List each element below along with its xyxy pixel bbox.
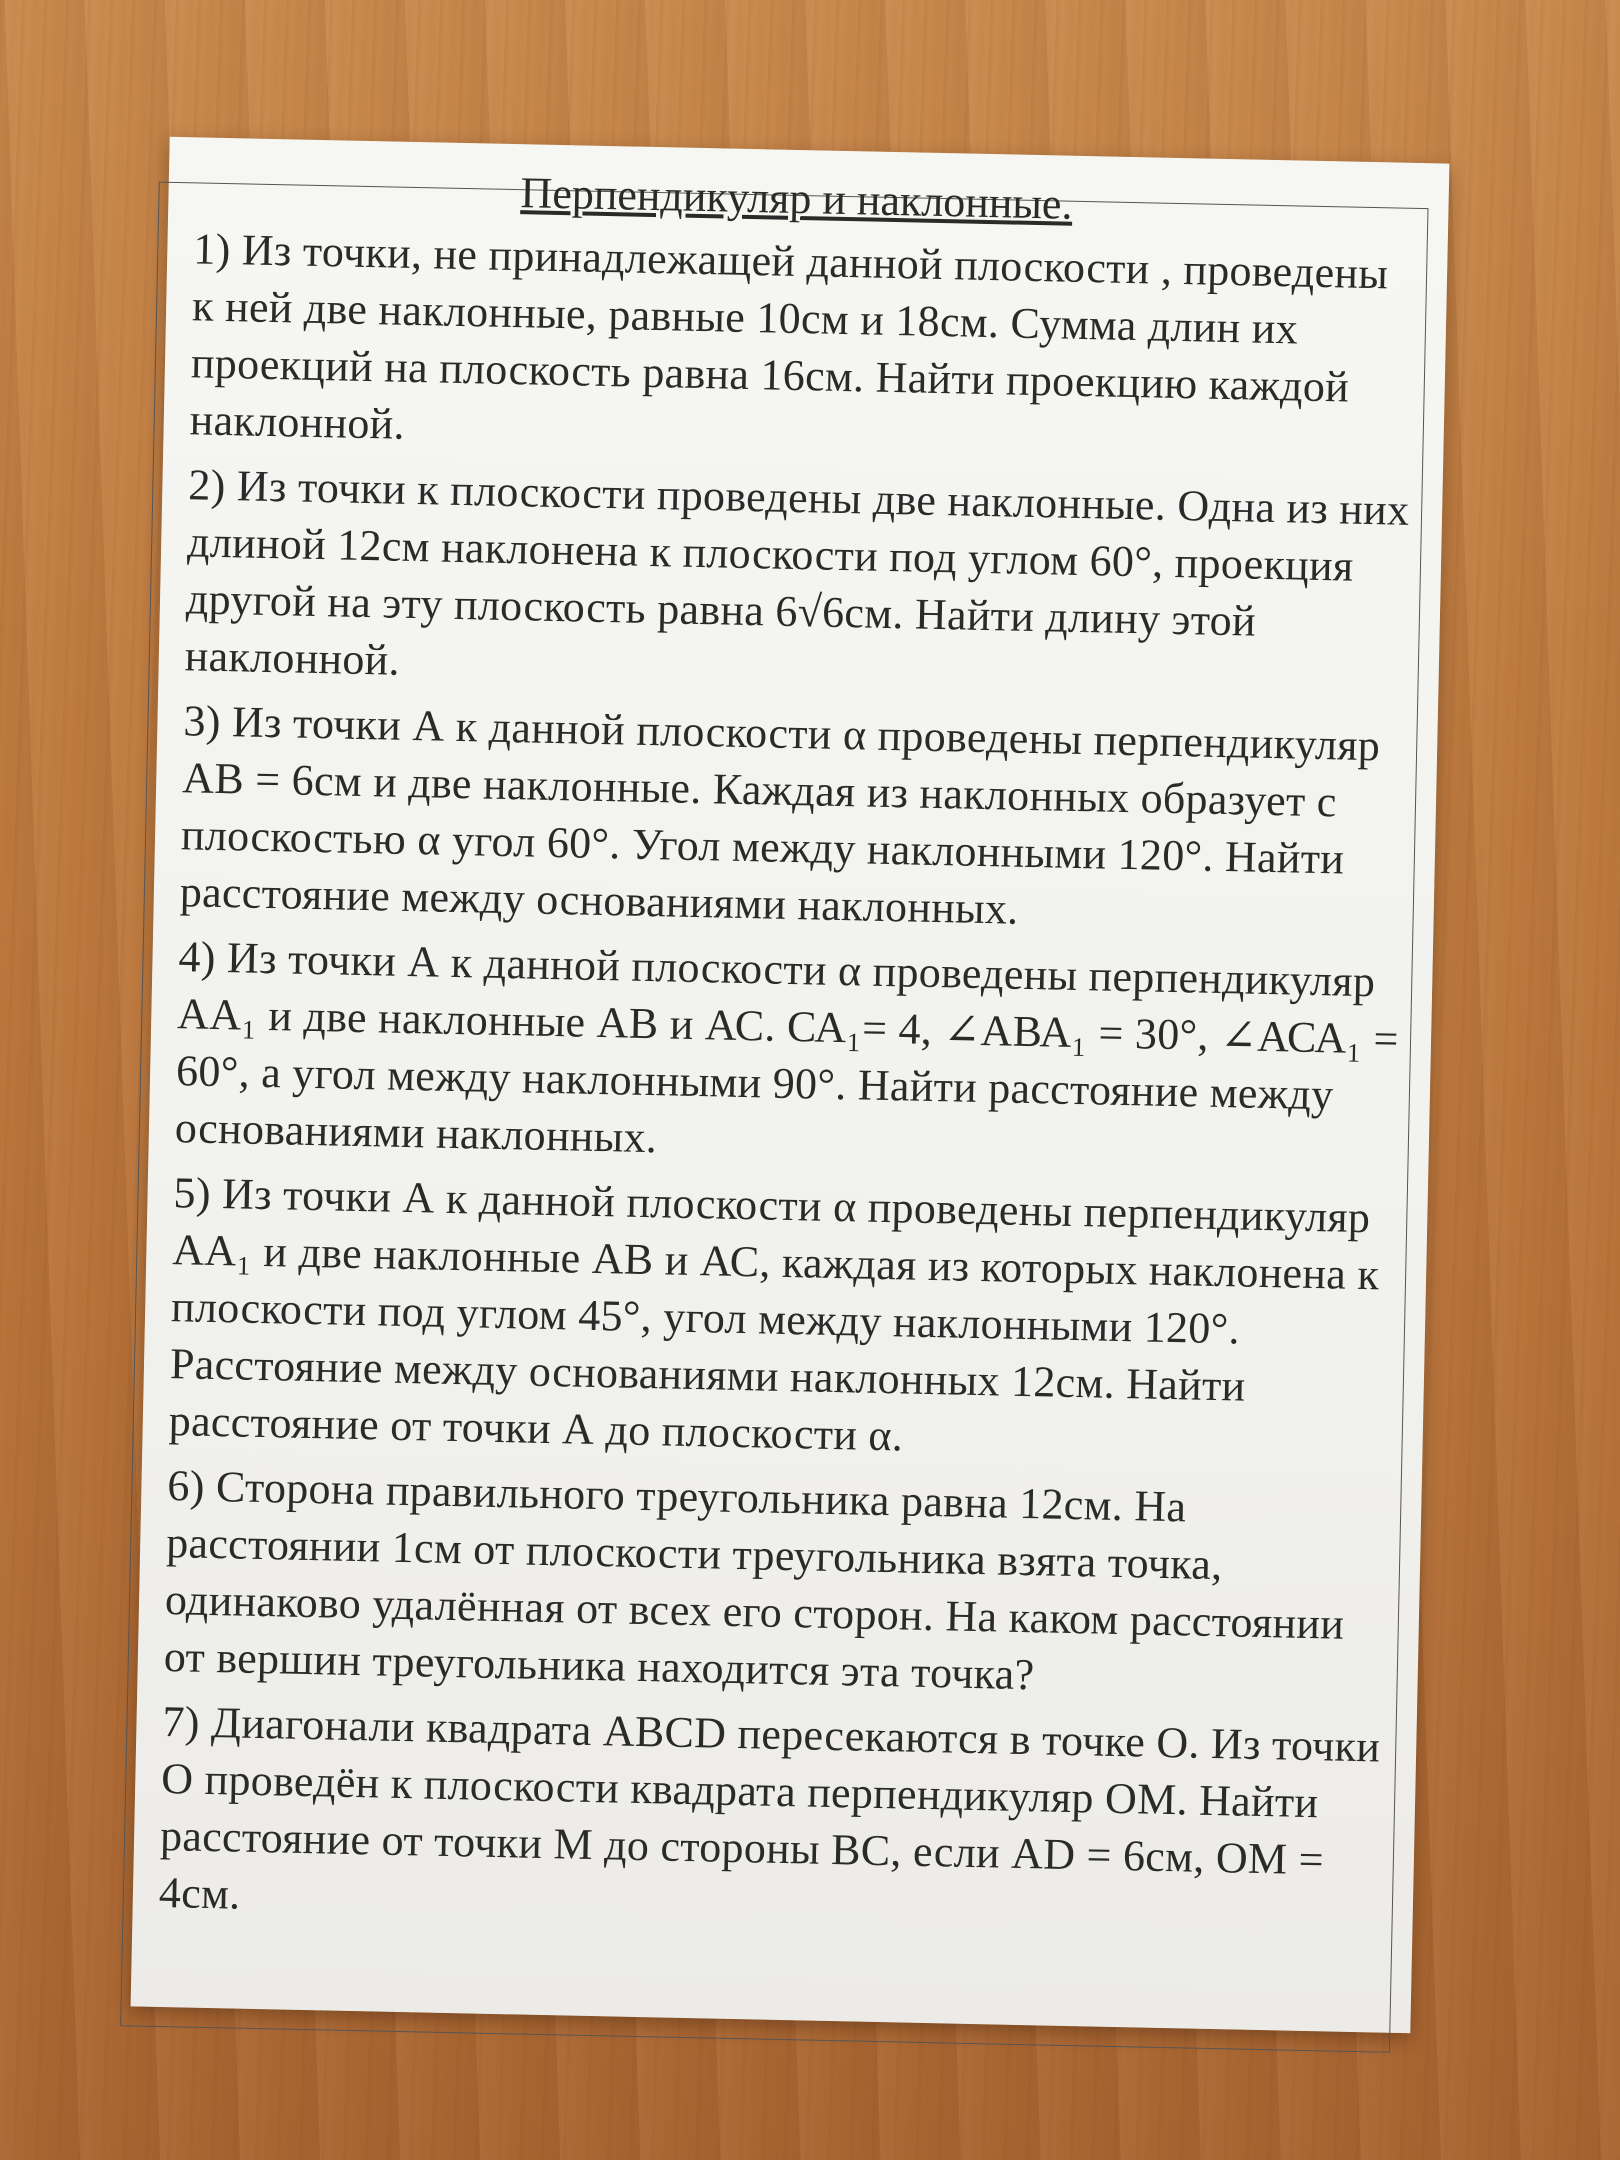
paper-sheet [131,137,1450,2033]
problem-2 [184,456,1422,710]
problem-3 [179,692,1408,946]
worksheet-title: Перпендикуляр и наклонные. [520,168,1074,229]
problem-6 [163,1457,1392,1711]
problem-text: 7) Диагонали квадрата ABCD пересекаются в точке О. Из точки О проведён к плоскости квадрата перпендикуляр ОМ. Найти расстояние от точки М до стороны ВС, если AD = 6см, ОМ = 4см. [158,1697,1392,1919]
worksheet-content [138,157,1422,1955]
problem-text: 3) Из точки А к данной плоскости α проведены перпендикуляр АВ = 6см и две наклонные. Каждая из наклонных образует с плоскостью α угол 60°. Угол между наклонными 120°. Найти расстояние между основаниями наклонных. [179,696,1392,934]
problem-text: 1) Из точки, не принадлежащей данной плоскости , проведены к ней две наклонные, равные 10см и 18см. Сумма длин их проекций на плоскость равна 16см. Найти проекцию каждой наклонной. [189,224,1400,449]
problem-text: 6) Сторона правильного треугольника равна 12см. На расстоянии 1см от плоскости треугольника взята точка, одинаково удалённая от всех его сторон. На каком расстоянии от вершин треугольника находится эта точка? [163,1461,1356,1700]
problem-4 [174,928,1411,1182]
problem-text: 4) Из точки А к данной плоскости α проведены перпендикуляр АА₁ и две наклонные АВ и АС. СА₁= 4, ∠АВА₁ = 30°, ∠АСА₁ = 60°, а угол между наклонными 90°. Найти расстояние между основаниями наклонных. [174,932,1411,1163]
problem-text: 2) Из точки к плоскости проведены две наклонные. Одна из них длиной 12см наклонена к плоскости под углом 60°, проекция другой на эту плоскость равна 6√6см. Найти длину этой наклонной. [184,460,1422,685]
problem-text: 5) Из точки А к данной плоскости α проведены перпендикуляр АА₁ и две наклонные АВ и АС, каждая из которых наклонена к плоскости под углом 45°, угол между наклонными 120°. Расстояние между основаниями наклонных 12см. Найти расстояние от точки А до плоскости α. [168,1168,1391,1461]
problem-1 [189,220,1418,474]
problem-5 [168,1164,1398,1475]
problem-7 [158,1693,1392,1947]
